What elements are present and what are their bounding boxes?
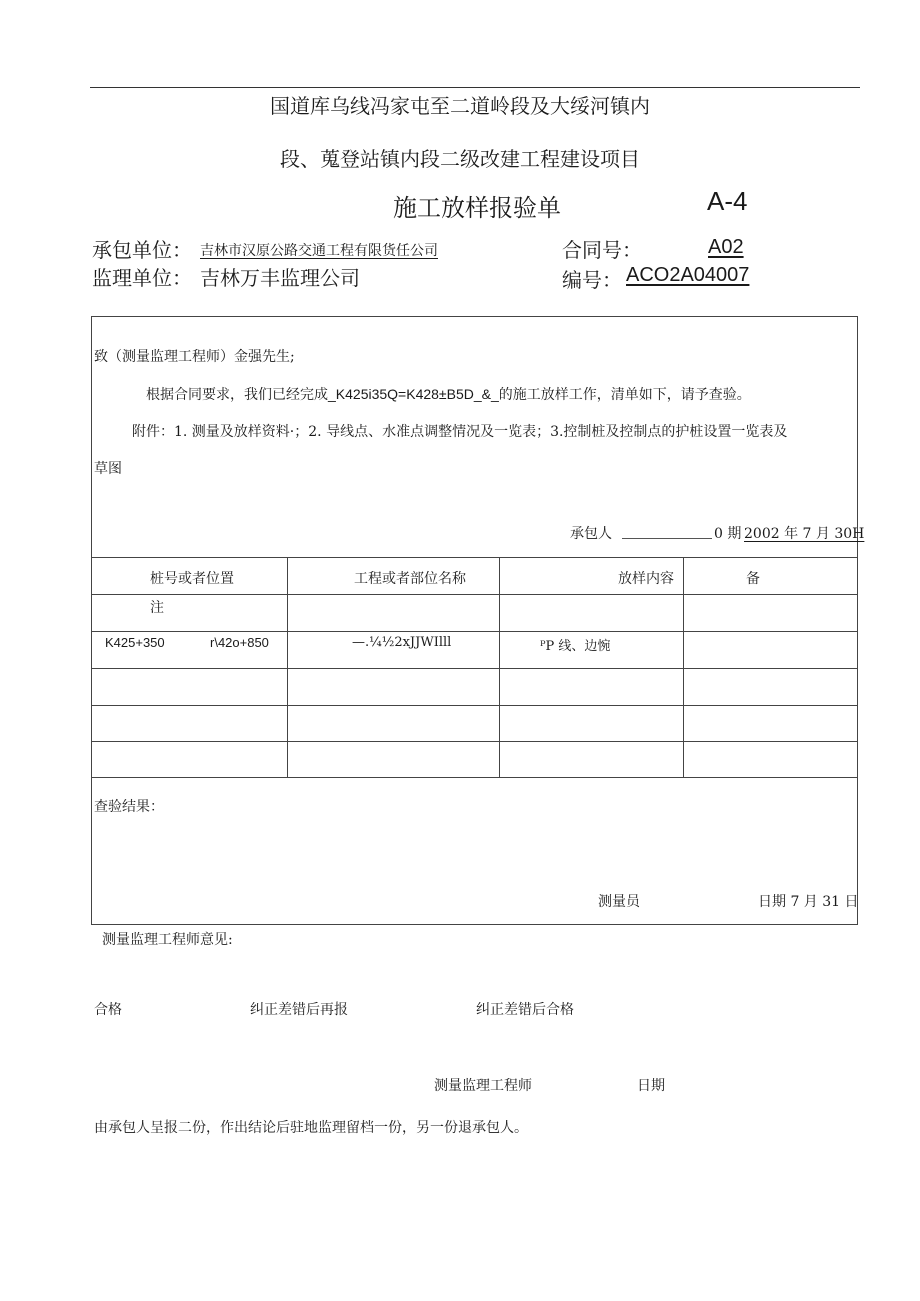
surveyor-label: 测量员	[598, 894, 640, 910]
attachment-line2: 草图	[94, 461, 122, 477]
col-header-project-part: 工程或者部位名称	[354, 571, 466, 587]
option-pass: 合格	[94, 1002, 122, 1018]
top-rule	[90, 87, 860, 88]
engineer-date-label: 日期	[637, 1078, 665, 1094]
footer-note: 由承包人呈报二份，作出结论后驻地监理留档一份，另一份退承包人。	[94, 1120, 528, 1136]
option-correct-pass: 纠正差错后合格	[476, 1002, 574, 1018]
contractor-label: 承包单位：	[92, 238, 192, 262]
signoff-label: 承包人	[570, 526, 612, 542]
col-header-remark-note: 注	[150, 600, 164, 616]
inspection-date: 日期 7 月 31 日	[758, 894, 859, 910]
form-title: 施工放样报验单	[393, 194, 561, 222]
engineer-sign-label: 测量监理工程师	[434, 1078, 532, 1094]
col-header-remark: 备	[746, 571, 760, 587]
supervisor-value: 吉林万丰监理公司	[200, 266, 360, 290]
engineer-opinion-label: 测量监理工程师意见:	[102, 932, 233, 948]
signoff-signature-line	[622, 538, 712, 539]
signoff-date-prefix: 0 期	[714, 526, 742, 542]
row1-end-station: r\42o+850	[210, 635, 269, 650]
letter-body-suffix: 的施工放样工作，清单如下，请予查验。	[498, 387, 751, 403]
letter-body-prefix: 根据合同要求，我们已经完成	[146, 387, 328, 403]
attachment-line1: 附件：1. 测量及放样资料·；2. 导线点、水准点调整情况及一览表；3.控制桩及控制点的护桩设置一览表及	[132, 424, 788, 440]
letter-body-range: _K425i35Q=K428±B5D_&_	[328, 386, 499, 402]
project-title-line1: 国道库乌线冯家屯至二道岭段及大绥河镇内	[270, 94, 650, 118]
signoff-date: 2002 年 7 月 30H	[744, 526, 865, 542]
contract-no-label: 合同号：	[562, 238, 642, 262]
option-resubmit: 纠正差错后再报	[250, 1002, 348, 1018]
serial-label: 编号：	[562, 268, 622, 292]
form-code: A-4	[707, 186, 748, 216]
supervisor-label: 监理单位：	[92, 266, 192, 290]
contract-no-value: A02	[708, 236, 744, 258]
project-title-line2: 段、蒐登站镇内段二级改建工程建设项目	[280, 147, 640, 171]
inspection-result-label: 查验结果：	[94, 799, 164, 815]
row1-start-station: K425+350	[105, 635, 165, 650]
col-header-layout-content: 放样内容	[618, 571, 674, 587]
col-header-position: 桩号或者位置	[150, 571, 234, 587]
row1-project-part: —.¼½2xJJWIlll	[352, 635, 452, 650]
letter-greeting: 致（测量监理工程师）金强先生;	[94, 349, 295, 365]
letter-body	[146, 384, 751, 404]
contractor-value: 吉林市汉原公路交通工程有限货任公司	[200, 243, 438, 259]
row1-layout-content: ᴾP 线、边惋	[540, 639, 611, 654]
serial-value: ACO2A04007	[626, 264, 750, 286]
